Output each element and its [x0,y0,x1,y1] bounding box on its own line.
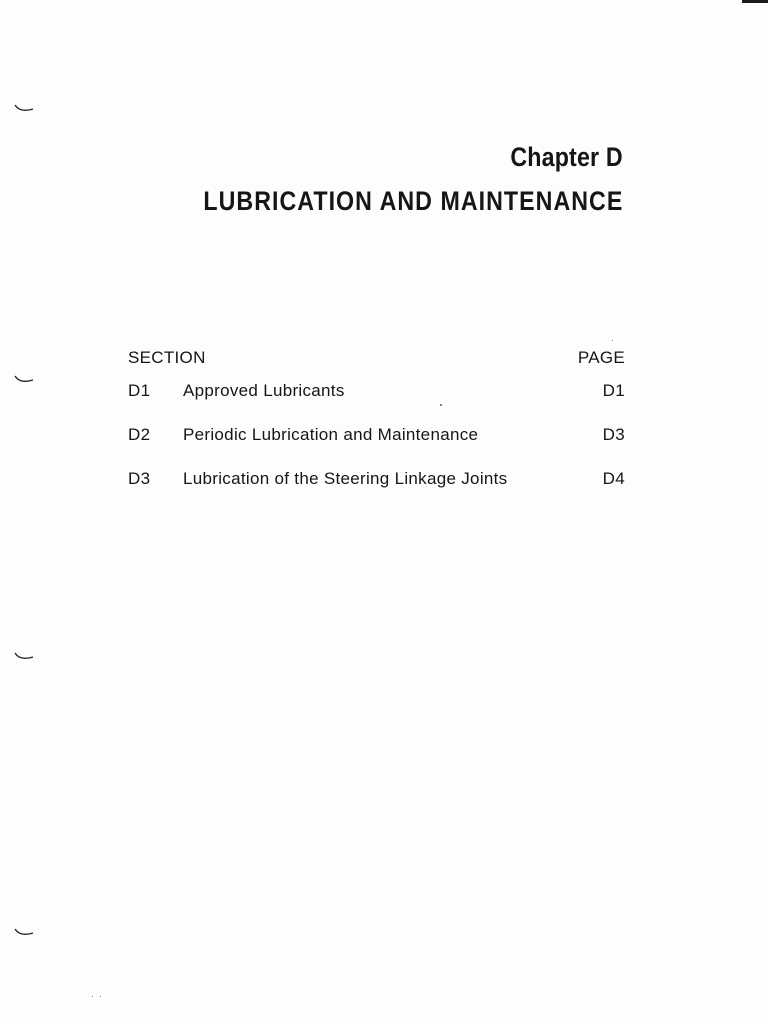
toc-entry-page: D4 [602,469,625,488]
scan-speck [440,404,442,406]
toc-entry [128,467,625,491]
toc-entry [128,423,625,447]
table-of-contents [128,345,625,491]
toc-entry-label: Periodic Lubrication and Maintenance [183,425,479,444]
toc-header [128,345,625,371]
toc-entry-label: Lubrication of the Steering Linkage Joints [183,469,508,488]
binding-mark [742,0,768,3]
punch-hole-mark-icon [14,375,34,385]
page-column-header: PAGE [577,348,625,367]
toc-entry-page: D1 [602,381,625,400]
toc-entry [128,379,625,403]
punch-hole-mark-icon [14,104,34,114]
section-column-header: SECTION [128,348,206,367]
punch-hole-mark-icon [14,652,34,662]
toc-entry-label: Approved Lubricants [183,381,345,400]
toc-entry-code: D2 [128,425,151,444]
chapter-subtitle: LUBRICATION AND MAINTENANCE [202,186,623,216]
toc-entry-page: D3 [602,425,625,444]
toc-entry-code: D1 [128,381,151,400]
punch-hole-mark-icon [14,928,34,938]
chapter-title: Chapter D [510,142,623,172]
scan-speck [92,996,93,997]
scan-speck [100,996,101,997]
toc-entry-code: D3 [128,469,151,488]
scan-speck [612,340,613,341]
